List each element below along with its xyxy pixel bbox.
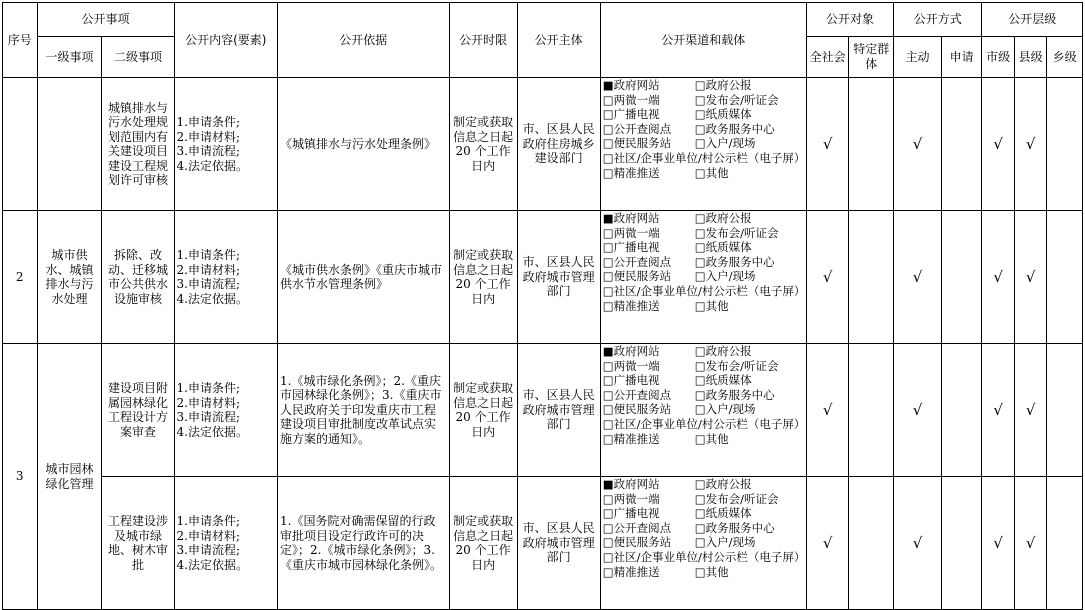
row-town bbox=[1047, 344, 1083, 477]
row-content: 1.申请条件; 2.申请材料; 3.申请流程; 4.法定依据。 bbox=[174, 477, 278, 610]
header-level-city: 市级 bbox=[982, 37, 1014, 78]
row-town bbox=[1047, 78, 1083, 211]
table-row bbox=[3, 477, 1083, 610]
row-time-limit: 制定或获取信息之日起 20 个工作日内 bbox=[449, 344, 517, 477]
row-county: √ bbox=[1014, 78, 1046, 211]
row-channels: ■政府网站 □政府公报 □两微一端 □发布会/听证会 □广播电视 □纸质媒体 □公开查阅点 □政务服务中心 □便民服务站 □入户/现场 □社区/企事业单位/村公示栏（电子屏） □精准推送 □其他 bbox=[600, 211, 806, 344]
row-basis: 《城镇排水与污水处理条例》 bbox=[278, 78, 450, 211]
row-request bbox=[941, 477, 982, 610]
header-subject: 公开主体 bbox=[517, 3, 600, 78]
header-level-town: 乡级 bbox=[1047, 37, 1083, 78]
header-level2: 二级事项 bbox=[102, 37, 174, 78]
header-time-limit: 公开时限 bbox=[449, 3, 517, 78]
row-city: √ bbox=[982, 344, 1014, 477]
header-channels: 公开渠道和载体 bbox=[600, 3, 806, 78]
row-all: √ bbox=[806, 477, 849, 610]
row-specific bbox=[849, 344, 894, 477]
row-level2: 工程建设涉及城市绿地、树木审批 bbox=[102, 477, 174, 610]
row-seq: 2 bbox=[3, 211, 38, 344]
row-content: 1.申请条件; 2.申请材料; 3.申请流程; 4.法定依据。 bbox=[174, 344, 278, 477]
header-level-county: 县级 bbox=[1014, 37, 1046, 78]
row-county: √ bbox=[1014, 477, 1046, 610]
row-channels: ■政府网站 □政府公报 □两微一端 □发布会/听证会 □广播电视 □纸质媒体 □公开查阅点 □政务服务中心 □便民服务站 □入户/现场 □社区/企事业单位/村公示栏（电子屏） □精准推送 □其他 bbox=[600, 477, 806, 610]
disclosure-table bbox=[2, 2, 1083, 610]
row-time-limit: 制定或获取信息之日起 20 个工作日内 bbox=[449, 211, 517, 344]
row-channels: ■政府网站 □政府公报 □两微一端 □发布会/听证会 □广播电视 □纸质媒体 □公开查阅点 □政务服务中心 □便民服务站 □入户/现场 □社区/企事业单位/村公示栏（电子屏） □精准推送 □其他 bbox=[600, 78, 806, 211]
row-basis: 1.《国务院对确需保留的行政审批项目设定行政许可的决定》；2.《城市绿化条例》；3.《重庆市城市园林绿化条例》。 bbox=[278, 477, 450, 610]
row-city: √ bbox=[982, 211, 1014, 344]
row-content: 1.申请条件; 2.申请材料; 3.申请流程; 4.法定依据。 bbox=[174, 211, 278, 344]
row-active: √ bbox=[894, 78, 942, 211]
row-county: √ bbox=[1014, 344, 1046, 477]
header-target: 公开对象 bbox=[806, 3, 893, 37]
row-subject: 市、区县人民政府城市管理部门 bbox=[517, 344, 600, 477]
header-target-specific: 特定群体 bbox=[849, 37, 894, 78]
header-public-matters: 公开事项 bbox=[37, 3, 174, 37]
header-target-all: 全社会 bbox=[806, 37, 849, 78]
row-level2: 建设项目附属园林绿化工程设计方案审查 bbox=[102, 344, 174, 477]
header-method-active: 主动 bbox=[894, 37, 942, 78]
row-basis: 1.《城市绿化条例》；2.《重庆市园林绿化条例》；3.《重庆市人民政府关于印发重庆市工程建设项目审批制度改革试点实施方案的通知》。 bbox=[278, 344, 450, 477]
row-all: √ bbox=[806, 78, 849, 211]
row-active: √ bbox=[894, 344, 942, 477]
header-seq: 序号 bbox=[3, 3, 38, 78]
row-city: √ bbox=[982, 78, 1014, 211]
header-level: 公开层级 bbox=[982, 3, 1083, 37]
table-row bbox=[3, 344, 1083, 477]
header-method-request: 申请 bbox=[941, 37, 982, 78]
row-subject: 市、区县人民政府城市管理部门 bbox=[517, 211, 600, 344]
row-town bbox=[1047, 211, 1083, 344]
row-basis: 《城市供水条例》《重庆市城市供水节水管理条例》 bbox=[278, 211, 450, 344]
row-subject: 市、区县人民政府城市管理部门 bbox=[517, 477, 600, 610]
row-level2: 拆除、改动、迁移城市公共供水设施审核 bbox=[102, 211, 174, 344]
row-specific bbox=[849, 211, 894, 344]
header-basis: 公开依据 bbox=[278, 3, 450, 78]
table-row bbox=[3, 78, 1083, 211]
row-time-limit: 制定或获取信息之日起 20 个工作日内 bbox=[449, 477, 517, 610]
row-county: √ bbox=[1014, 211, 1046, 344]
row-seq: 3 bbox=[3, 344, 38, 610]
row-request bbox=[941, 344, 982, 477]
row-city: √ bbox=[982, 477, 1014, 610]
row-subject: 市、区县人民政府住房城乡建设部门 bbox=[517, 78, 600, 211]
row-request bbox=[941, 78, 982, 211]
row-specific bbox=[849, 78, 894, 211]
row-level1: 城市园林绿化管理 bbox=[37, 344, 102, 610]
row-channels: ■政府网站 □政府公报 □两微一端 □发布会/听证会 □广播电视 □纸质媒体 □公开查阅点 □政务服务中心 □便民服务站 □入户/现场 □社区/企事业单位/村公示栏（电子屏） □精准推送 □其他 bbox=[600, 344, 806, 477]
row-seq bbox=[3, 78, 38, 211]
row-level1: 城市供水、城镇排水与污水处理 bbox=[37, 211, 102, 344]
header-content: 公开内容(要素) bbox=[174, 3, 278, 78]
table-row bbox=[3, 211, 1083, 344]
row-level2: 城镇排水与污水处理规划范围内有关建设项目建设工程规划许可审核 bbox=[102, 78, 174, 211]
row-town bbox=[1047, 477, 1083, 610]
row-level1 bbox=[37, 78, 102, 211]
row-active: √ bbox=[894, 211, 942, 344]
row-all: √ bbox=[806, 211, 849, 344]
row-specific bbox=[849, 477, 894, 610]
row-content: 1.申请条件; 2.申请材料; 3.申请流程; 4.法定依据。 bbox=[174, 78, 278, 211]
header-method: 公开方式 bbox=[894, 3, 982, 37]
row-request bbox=[941, 211, 982, 344]
row-all: √ bbox=[806, 344, 849, 477]
header-level1: 一级事项 bbox=[37, 37, 102, 78]
row-time-limit: 制定或获取信息之日起 20 个工作日内 bbox=[449, 78, 517, 211]
row-active: √ bbox=[894, 477, 942, 610]
